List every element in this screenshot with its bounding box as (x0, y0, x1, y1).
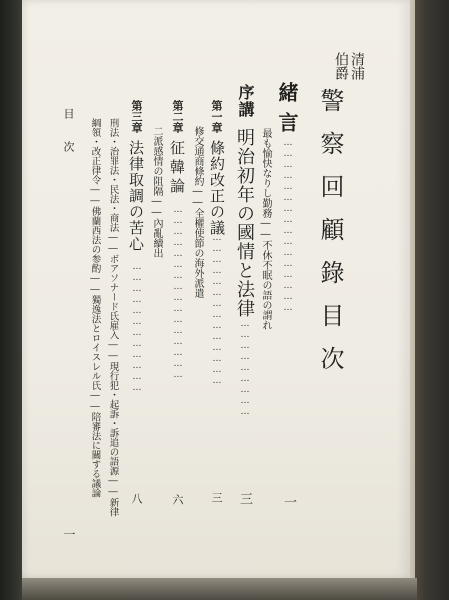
chapter3-label: 第三章 (130, 100, 143, 133)
preface-subtitle: 最も愉快なりし勤務――不休不眠の語の謂れ (260, 128, 271, 330)
chapter3-leader: ……………………………… (132, 262, 142, 394)
book-cover-right (409, 0, 449, 600)
chapter2-label: 第二章 (171, 100, 184, 133)
chapter3-page: 八 (130, 493, 143, 504)
chapter3-subtitle-line2: 綱領・改正律令――佛蘭西法の参酌――獨逸法とロイスレル氏――陪審法に關する議論 (89, 118, 101, 498)
intro-title: 明治初年の國情と法律 (234, 128, 255, 318)
chapter2-page: 六 (171, 494, 184, 505)
chapter1-leader: …………………………………… (212, 233, 222, 387)
running-label: 目次 (62, 108, 75, 174)
preface-page: 一 (281, 495, 296, 508)
chapter3-title: 法律取調の苦心 (127, 140, 145, 252)
intro-leader: ………………………… (240, 308, 250, 418)
author-line-1: 清浦 (349, 52, 365, 80)
chapter1-subtitle: 修交通商條約――全權使節の海外派遣 (192, 126, 203, 298)
book-title: 警察回顧錄目次 (316, 88, 344, 389)
folio-page-number: 一 (62, 528, 76, 540)
chapter2-title: 征韓論 (168, 140, 186, 197)
chapter3-subtitle-line1: 刑法・治罪法・民法・商法――ボアソナード氏雇入――現行犯・起訴・訴追の語源――新律 (107, 118, 119, 517)
preface-heading: 緒言 (275, 82, 299, 142)
preface-leader: ………………………………………… (283, 138, 293, 314)
intro-page: 三 (237, 492, 252, 505)
intro-label: 序講 (236, 84, 255, 118)
chapter1-title: 條約改正の議 (208, 140, 226, 236)
chapter1-page: 三 (210, 492, 223, 503)
chapter2-leader: ………………………………………… (173, 205, 183, 381)
author-line-2: 伯爵 (333, 52, 349, 80)
chapter1-label: 第一章 (210, 100, 223, 133)
chapter2-subtitle: 二派感情の阻隔――內亂續出 (151, 126, 162, 258)
bottom-shadow (22, 578, 417, 600)
